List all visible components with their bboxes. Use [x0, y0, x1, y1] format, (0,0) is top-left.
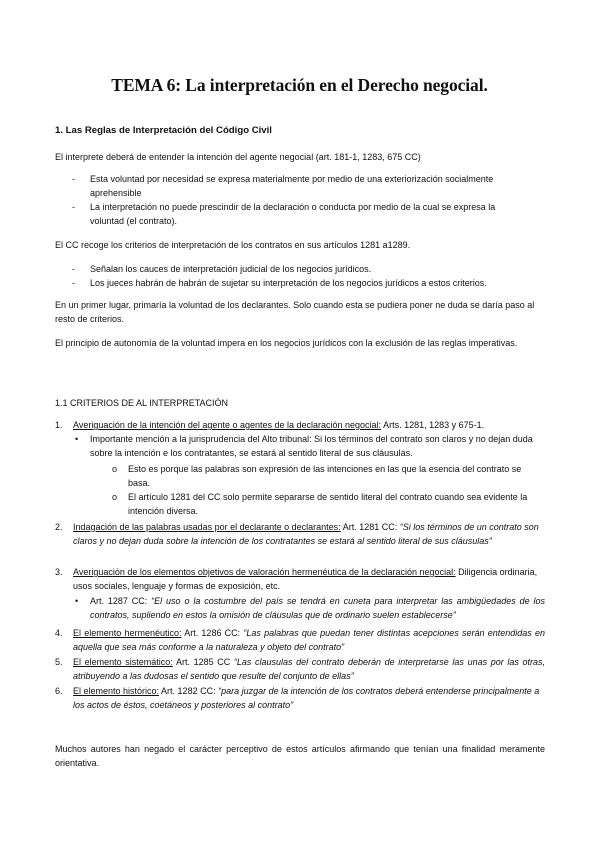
- list-item: [72, 262, 540, 276]
- list-item: [72, 172, 530, 200]
- item-text: Art. 1282 CC:: [159, 686, 219, 696]
- item-number: 5.: [55, 657, 63, 667]
- numbered-item: [55, 655, 546, 683]
- bullet-text: Art. 1287 CC:: [90, 596, 152, 606]
- numbered-item: [55, 418, 543, 432]
- list-item: [72, 276, 550, 290]
- numbered-item: [55, 565, 543, 593]
- item-label: El elemento histórico:: [73, 686, 160, 696]
- item-quote: “para juzgar de la intención de los contratos deberá entenderse principalmente a los actos de éstos, coetáneos y posteriores al contrato”: [73, 686, 540, 710]
- list-item: [72, 200, 530, 228]
- item-text: Art. 1281 CC:: [340, 522, 400, 532]
- item-quote: “Si los términos de un contrato son claros y no dejan duda sobre la intención de los contratantes se estará al sentido literal de sus cláusulas”: [73, 522, 539, 546]
- item-label: Averiguación de la intención del agente o agentes de la declaración negocial:: [73, 420, 382, 430]
- numbered-item: [55, 684, 545, 712]
- bullet-marker: •: [75, 434, 79, 444]
- item-number: 2.: [55, 522, 63, 532]
- item-label: Indagación de las palabras usadas por el declarante o declarantes:: [73, 522, 341, 532]
- item-quote: “Las clausulas del contrato deberán de interpretarse las unas por las otras, atribuyendo a las dudosas el sentido que resulte del conjunto de ellas”: [73, 657, 546, 681]
- item-label: El elemento hermenéutico:: [73, 628, 182, 638]
- bullet-item: [75, 594, 545, 622]
- closing-paragraph: Muchos autores han negado el carácter perceptivo de estos artículos afirmando que tenían una finalidad meramente orientativa.: [55, 744, 545, 768]
- bullet-quote: “El uso o la costumbre del país se tendrá en cuneta para interpretar las ambigüedades de los contratos, supliendo en estos la omisión de cláusulas que de ordinario suelen establecerse”: [90, 596, 545, 620]
- page-title: TEMA 6: La interpretación en el Derecho negocial.: [111, 75, 488, 95]
- item-text: Diligencia ordinaria, usos sociales, lenguaje y formas de exposición, etc.: [73, 567, 538, 591]
- item-label: Averiguación de los elementos objetivos de valoración hermenéutica de la declaración negocial:: [73, 567, 456, 577]
- sub-bullet-item: [112, 462, 528, 490]
- item-text: Arts. 1281, 1283 y 675-1.: [381, 420, 485, 430]
- item-number: 3.: [55, 567, 63, 577]
- sub-bullet-text: Esto es porque las palabras son expresión de las intenciones en las que la esencia del contrato se basa.: [128, 464, 522, 488]
- bullet-text: Importante mención a la jurisprudencia del Alto tribunal: Si los términos del contrato son claros y no dejan duda sobre la intención e los contratantes, se estará al sentido literal de sus cláusulas.: [90, 434, 533, 458]
- circle-marker: o: [112, 464, 118, 474]
- sub-bullet-item: [112, 490, 528, 518]
- dash-marker: -: [72, 278, 75, 288]
- list-item-text: La interpretación no puede prescindir de la declaración o conducta por medio de la cual se expresa la voluntad (el contrato).: [90, 202, 496, 226]
- circle-marker: o: [112, 492, 118, 502]
- subsection-heading: 1.1 CRITERIOS DE AL INTERPRETACIÓN: [55, 398, 229, 408]
- paragraph: En un primer lugar, primaría la voluntad de los declarantes. Solo cuando esta se pudiera poner ne duda se daría paso al resto de criterios.: [55, 300, 535, 324]
- list-item-text: Señalan los cauces de interpretación judicial de los negocios jurídicos.: [90, 264, 372, 274]
- paragraph: El CC recoge los criterios de interpretación de los contratos en sus artículos 1281 a1289.: [55, 240, 411, 250]
- bullet-item: [75, 432, 545, 460]
- numbered-item: [55, 626, 546, 654]
- numbered-item: [55, 520, 543, 548]
- list-item-text: Los jueces habrán de habrán de sujetar su interpretación de los negocios jurídicos a estos criterios.: [90, 278, 487, 288]
- item-text: Art. 1286 CC:: [181, 628, 244, 638]
- item-number: 6.: [55, 686, 63, 696]
- paragraph: El principio de autonomía de la voluntad impera en los negocios jurídicos con la exclusión de las reglas imperativas.: [55, 338, 518, 348]
- dash-marker: -: [72, 202, 75, 212]
- list-item-text: Esta voluntad por necesidad se expresa materialmente por medio de una exteriorización socialmente aprehensible: [90, 174, 494, 198]
- item-number: 4.: [55, 628, 63, 638]
- section-heading: 1. Las Reglas de Interpretación del Código Civil: [55, 125, 272, 136]
- item-quote: “Las palabras que puedan tener distintas acepciones serán entendidas en aquella que sea más conforme a la naturaleza y objeto del contrato”: [73, 628, 546, 652]
- sub-bullet-text: El artículo 1281 del CC solo permite separarse de sentido literal del contrato cuando sea evidente la intención diversa.: [128, 492, 528, 516]
- item-label: El elemento sistemático:: [73, 657, 173, 667]
- dash-marker: -: [72, 264, 75, 274]
- bullet-marker: •: [75, 596, 79, 606]
- item-text: Art. 1285 CC: [172, 657, 234, 667]
- item-number: 1.: [55, 420, 63, 430]
- paragraph-intro: El interprete deberá de entender la intención del agente negocial (art. 181-1, 1283, 675 CC): [55, 152, 421, 162]
- dash-marker: -: [72, 174, 75, 184]
